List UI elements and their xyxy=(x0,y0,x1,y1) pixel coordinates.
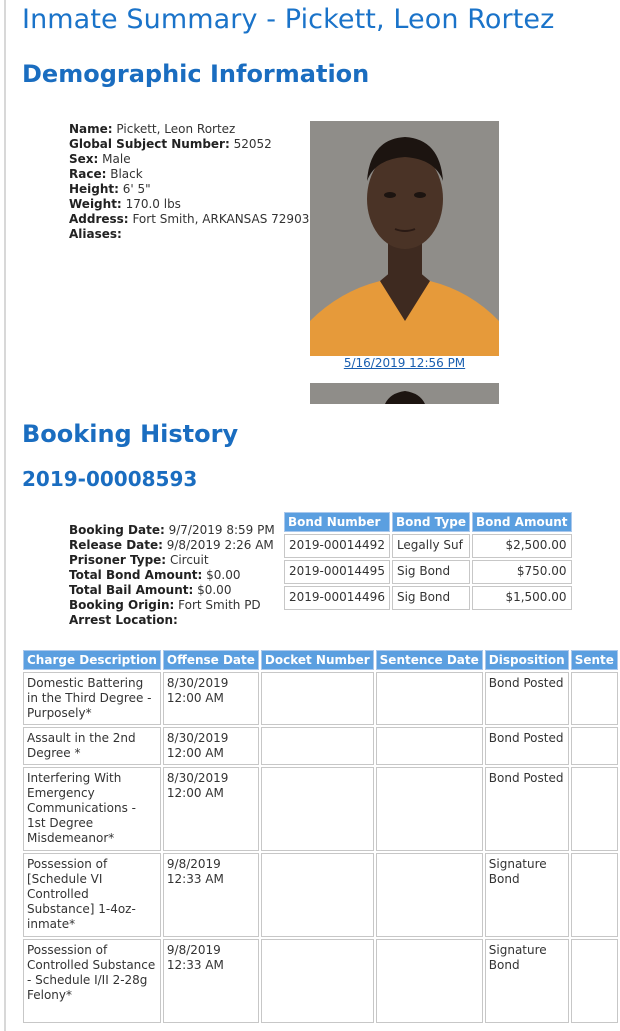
field-race: Race: Black xyxy=(69,167,143,181)
booking-fields xyxy=(69,523,275,628)
charge-description-cell: Assault in the 2nd Degree * xyxy=(23,727,161,765)
docket-number-cell xyxy=(261,767,374,851)
photo-date-link[interactable]: 5/16/2019 12:56 PM xyxy=(343,356,466,370)
mugshot-image xyxy=(310,121,499,356)
booking-history-heading: Booking History xyxy=(22,420,239,448)
table-row xyxy=(23,727,618,765)
offense-date-header[interactable]: Offense Date xyxy=(163,650,259,670)
table-row xyxy=(23,672,618,725)
bond-number-cell: 2019-00014496 xyxy=(284,586,390,610)
sentence-date-cell xyxy=(376,727,483,765)
demographic-heading: Demographic Information xyxy=(22,60,370,88)
bond-type-cell: Sig Bond xyxy=(392,560,470,584)
page-title: Inmate Summary - Pickett, Leon Rortez xyxy=(22,4,555,35)
table-row xyxy=(284,534,572,558)
sentence-date-header[interactable]: Sentence Date xyxy=(376,650,483,670)
demographic-fields xyxy=(69,122,309,242)
sentence-cell xyxy=(571,853,618,937)
bond-amount-cell: $1,500.00 xyxy=(472,586,572,610)
bond-amount-cell: $2,500.00 xyxy=(472,534,572,558)
table-row xyxy=(284,586,572,610)
table-row xyxy=(23,767,618,851)
docket-number-header[interactable]: Docket Number xyxy=(261,650,374,670)
charge-description-cell: Possession of Controlled Substance - Schedule I/II 2-28g Felony* xyxy=(23,939,161,1023)
mugshot-photo[interactable] xyxy=(310,121,499,356)
field-weight: Weight: 170.0 lbs xyxy=(69,197,181,211)
bond-type-cell: Sig Bond xyxy=(392,586,470,610)
docket-number-cell xyxy=(261,672,374,725)
sentence-cell xyxy=(571,672,618,725)
bond-table xyxy=(282,510,574,612)
mugshot-photo-2[interactable] xyxy=(310,383,499,404)
disposition-header[interactable]: Disposition xyxy=(485,650,569,670)
sentence-date-cell xyxy=(376,672,483,725)
field-booking-origin: Booking Origin: Fort Smith PD xyxy=(69,598,261,612)
bond-amount-header[interactable]: Bond Amount xyxy=(472,512,572,532)
field-release-date: Release Date: 9/8/2019 2:26 AM xyxy=(69,538,274,552)
field-aliases: Aliases: xyxy=(69,227,122,241)
charges-table xyxy=(21,648,620,1025)
docket-number-cell xyxy=(261,727,374,765)
charge-description-cell: Domestic Battering in the Third Degree - Purposely* xyxy=(23,672,161,725)
left-border xyxy=(4,0,6,1031)
field-arrest-location: Arrest Location: xyxy=(69,613,178,627)
sentence-date-cell xyxy=(376,767,483,851)
mugshot-image-2 xyxy=(310,383,499,404)
sentence-date-cell xyxy=(376,853,483,937)
docket-number-cell xyxy=(261,853,374,937)
sentence-cell xyxy=(571,767,618,851)
field-prisoner-type: Prisoner Type: Circuit xyxy=(69,553,209,567)
charge-description-cell: Possession of [Schedule VI Controlled Substance] 1-4oz-inmate* xyxy=(23,853,161,937)
field-sex: Sex: Male xyxy=(69,152,131,166)
field-address: Address: Fort Smith, ARKANSAS 72903 xyxy=(69,212,310,226)
offense-date-cell: 8/30/2019 12:00 AM xyxy=(163,727,259,765)
bond-type-cell: Legally Suf xyxy=(392,534,470,558)
charge-description-cell: Interfering With Emergency Communications - 1st Degree Misdemeanor* xyxy=(23,767,161,851)
docket-number-cell xyxy=(261,939,374,1023)
sentence-cell xyxy=(571,727,618,765)
field-total-bail-amount: Total Bail Amount: $0.00 xyxy=(69,583,232,597)
offense-date-cell: 8/30/2019 12:00 AM xyxy=(163,672,259,725)
sentence-date-cell xyxy=(376,939,483,1023)
bond-number-cell: 2019-00014495 xyxy=(284,560,390,584)
disposition-cell: Signature Bond xyxy=(485,853,569,937)
disposition-cell: Bond Posted xyxy=(485,767,569,851)
sentence-cell xyxy=(571,939,618,1023)
field-name: Name: Pickett, Leon Rortez xyxy=(69,122,236,136)
field-total-bond-amount: Total Bond Amount: $0.00 xyxy=(69,568,241,582)
disposition-cell: Bond Posted xyxy=(485,672,569,725)
field-booking-date: Booking Date: 9/7/2019 8:59 PM xyxy=(69,523,275,537)
charge-description-header[interactable]: Charge Description xyxy=(23,650,161,670)
bond-number-header[interactable]: Bond Number xyxy=(284,512,390,532)
sentence-header[interactable]: Sente xyxy=(571,650,618,670)
table-row xyxy=(23,939,618,1023)
bond-number-cell: 2019-00014492 xyxy=(284,534,390,558)
disposition-cell: Bond Posted xyxy=(485,727,569,765)
field-global-subject-number: Global Subject Number: 52052 xyxy=(69,137,272,151)
offense-date-cell: 9/8/2019 12:33 AM xyxy=(163,939,259,1023)
table-row xyxy=(284,560,572,584)
disposition-cell: Signature Bond xyxy=(485,939,569,1023)
offense-date-cell: 9/8/2019 12:33 AM xyxy=(163,853,259,937)
bond-type-header[interactable]: Bond Type xyxy=(392,512,470,532)
booking-number: 2019-00008593 xyxy=(22,467,198,491)
offense-date-cell: 8/30/2019 12:00 AM xyxy=(163,767,259,851)
table-row xyxy=(23,853,618,937)
field-height: Height: 6' 5" xyxy=(69,182,151,196)
bond-amount-cell: $750.00 xyxy=(472,560,572,584)
